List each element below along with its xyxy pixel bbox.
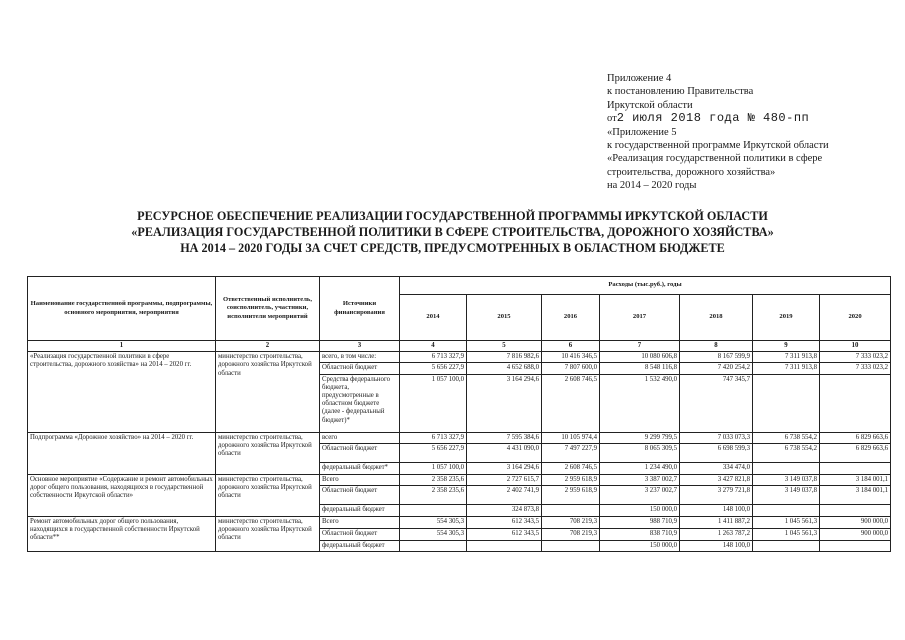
- expense-value: 148 100,0: [680, 541, 753, 552]
- appendix-date-prefix: от: [607, 113, 617, 125]
- header-source: Источники финансирования: [320, 277, 400, 341]
- expense-value: 2 358 235,6: [400, 486, 467, 505]
- expense-value: 7 420 254,2: [680, 363, 753, 374]
- table-row: [28, 517, 891, 529]
- expense-value: 8 548 116,8: [600, 363, 680, 374]
- expense-value: 708 219,3: [542, 529, 600, 541]
- expense-value: 150 000,0: [600, 505, 680, 517]
- funding-source: Всего: [320, 474, 400, 485]
- resolution-date-number: 2 июля 2018 года № 480-пп: [616, 111, 810, 126]
- appendix-line: к постановлению Правительства: [607, 86, 754, 98]
- expense-value: 7 033 073,3: [680, 432, 753, 443]
- appendix-block: [607, 72, 892, 193]
- expense-value: 3 279 721,8: [680, 486, 753, 505]
- expense-value: 148 100,0: [680, 505, 753, 517]
- expense-value: 1 263 787,2: [680, 529, 753, 541]
- expense-value: 554 305,3: [400, 529, 467, 541]
- header-year: 2014: [400, 295, 467, 341]
- expense-value: [753, 505, 820, 517]
- expense-value: 2 608 746,5: [542, 462, 600, 474]
- column-index: 2: [216, 341, 320, 352]
- expense-value: 2 402 741,9: [467, 486, 542, 505]
- column-index: 8: [680, 341, 753, 352]
- expense-value: [467, 541, 542, 552]
- expense-value: [820, 462, 891, 474]
- expense-value: [753, 374, 820, 432]
- expense-value: 1 057 100,0: [400, 374, 467, 432]
- funding-source: всего: [320, 432, 400, 443]
- header-name: Наименование государственной программы, подпрограммы, основного мероприятия, мероприятия: [28, 277, 216, 341]
- expense-value: 7 333 023,2: [820, 363, 891, 374]
- expense-value: 988 710,9: [600, 517, 680, 529]
- expense-value: 9 299 799,5: [600, 432, 680, 443]
- expense-value: 3 164 294,6: [467, 462, 542, 474]
- expense-value: 5 656 227,9: [400, 443, 467, 462]
- expense-value: 324 873,8: [467, 505, 542, 517]
- expense-value: 5 656 227,9: [400, 363, 467, 374]
- title-line: НА 2014 – 2020 ГОДЫ ЗА СЧЕТ СРЕДСТВ, ПРЕДУСМОТРЕННЫХ В ОБЛАСТНОМ БЮДЖЕТЕ: [180, 241, 725, 255]
- column-index: 6: [542, 341, 600, 352]
- expense-value: 3 164 294,6: [467, 374, 542, 432]
- expense-value: 4 431 090,0: [467, 443, 542, 462]
- header-year: 2020: [820, 295, 891, 341]
- expense-value: 3 149 037,8: [753, 486, 820, 505]
- column-index: 1: [28, 341, 216, 352]
- appendix-date-line: [607, 112, 892, 125]
- expense-value: 2 358 235,6: [400, 474, 467, 485]
- expense-value: 7 816 982,6: [467, 352, 542, 363]
- expense-value: 3 237 002,7: [600, 486, 680, 505]
- funding-source: всего, в том числе:: [320, 352, 400, 363]
- responsible-executor: министерство строительства, дорожного хозяйства Иркутской области: [216, 352, 320, 432]
- header-year: 2015: [467, 295, 542, 341]
- appendix-line: «Реализация государственной политики в сфере: [607, 153, 823, 165]
- funding-source: Всего: [320, 517, 400, 529]
- program-name: Основное мероприятие «Содержание и ремонт автомобильных дорог общего пользования, находящихся в государственной собственности Иркутской области»: [28, 474, 216, 516]
- expense-value: 2 727 615,7: [467, 474, 542, 485]
- appendix-line: строительства, дорожного хозяйства»: [607, 166, 776, 178]
- responsible-executor: министерство строительства, дорожного хозяйства Иркутской области: [216, 474, 320, 516]
- header-year: 2016: [542, 295, 600, 341]
- expense-value: 6 738 554,2: [753, 443, 820, 462]
- expense-value: [400, 541, 467, 552]
- expense-value: [753, 462, 820, 474]
- appendix-line: Иркутской области: [607, 99, 693, 111]
- expense-value: [820, 505, 891, 517]
- table-row: [28, 432, 891, 443]
- header-year: 2017: [600, 295, 680, 341]
- document-title: [0, 208, 905, 256]
- expense-value: [400, 505, 467, 517]
- expense-value: 7 333 023,2: [820, 352, 891, 363]
- header-year: 2019: [753, 295, 820, 341]
- expense-value: [542, 505, 600, 517]
- expense-value: [820, 374, 891, 432]
- expense-value: 554 305,3: [400, 517, 467, 529]
- appendix-line: на 2014 – 2020 годы: [607, 180, 697, 192]
- expense-value: 7 807 600,0: [542, 363, 600, 374]
- program-name: Ремонт автомобильных дорог общего пользования, находящихся в государственной собственности Иркутской области**: [28, 517, 216, 552]
- title-line: «РЕАЛИЗАЦИЯ ГОСУДАРСТВЕННОЙ ПОЛИТИКИ В СФЕРЕ СТРОИТЕЛЬСТВА, ДОРОЖНОГО ХОЗЯЙСТВА»: [131, 225, 774, 239]
- funding-source: федеральный бюджет*: [320, 462, 400, 474]
- table-row: [28, 352, 891, 363]
- expense-value: 7 311 913,8: [753, 352, 820, 363]
- expense-value: 334 474,0: [680, 462, 753, 474]
- program-name: «Реализация государственной политики в сфере строительства, дорожного хозяйства» на 2014 – 2020 гг.: [28, 352, 216, 432]
- column-index: 5: [467, 341, 542, 352]
- expense-value: 10 080 606,8: [600, 352, 680, 363]
- expense-value: 10 105 974,4: [542, 432, 600, 443]
- expense-value: [820, 541, 891, 552]
- expense-value: 612 343,5: [467, 529, 542, 541]
- expense-value: 2 608 746,5: [542, 374, 600, 432]
- expense-value: 1 045 561,3: [753, 517, 820, 529]
- expense-value: 6 829 663,6: [820, 443, 891, 462]
- resource-table: [27, 276, 891, 552]
- funding-source: Областной бюджет: [320, 363, 400, 374]
- expense-value: 2 959 618,9: [542, 474, 600, 485]
- expense-value: 6 713 327,9: [400, 432, 467, 443]
- expense-value: 6 738 554,2: [753, 432, 820, 443]
- expense-value: 612 343,5: [467, 517, 542, 529]
- expense-value: 1 057 100,0: [400, 462, 467, 474]
- expense-value: 900 000,0: [820, 517, 891, 529]
- funding-source: федеральный бюджет: [320, 505, 400, 517]
- responsible-executor: министерство строительства, дорожного хозяйства Иркутской области: [216, 517, 320, 552]
- expense-value: 3 184 001,1: [820, 486, 891, 505]
- expense-value: 3 149 037,8: [753, 474, 820, 485]
- expense-value: 2 959 618,9: [542, 486, 600, 505]
- expense-value: 4 652 688,0: [467, 363, 542, 374]
- expense-value: 8 167 599,9: [680, 352, 753, 363]
- expense-value: 1 411 887,2: [680, 517, 753, 529]
- expense-value: 7 595 384,6: [467, 432, 542, 443]
- expense-value: [753, 541, 820, 552]
- header-responsible: Ответственный исполнитель, соисполнитель, участники, исполнители мероприятий: [216, 277, 320, 341]
- expense-value: 708 219,3: [542, 517, 600, 529]
- expense-value: 6 698 599,3: [680, 443, 753, 462]
- expense-value: 1 532 490,0: [600, 374, 680, 432]
- column-index: 3: [320, 341, 400, 352]
- expense-value: 6 829 663,6: [820, 432, 891, 443]
- funding-source: Областной бюджет: [320, 486, 400, 505]
- title-line: РЕСУРСНОЕ ОБЕСПЕЧЕНИЕ РЕАЛИЗАЦИИ ГОСУДАРСТВЕННОЙ ПРОГРАММЫ ИРКУТСКОЙ ОБЛАСТИ: [137, 209, 768, 223]
- funding-source: Областной бюджет: [320, 529, 400, 541]
- program-name: Подпрограмма «Дорожное хозяйство» на 2014 – 2020 гг.: [28, 432, 216, 474]
- expense-value: 1 045 561,3: [753, 529, 820, 541]
- column-index: 10: [820, 341, 891, 352]
- column-index: 7: [600, 341, 680, 352]
- funding-source: Областной бюджет: [320, 443, 400, 462]
- column-index: 4: [400, 341, 467, 352]
- expense-value: 1 234 490,0: [600, 462, 680, 474]
- header-year: 2018: [680, 295, 753, 341]
- table-row: [28, 474, 891, 485]
- expense-value: 7 311 913,8: [753, 363, 820, 374]
- expense-value: 6 713 327,9: [400, 352, 467, 363]
- column-index: 9: [753, 341, 820, 352]
- expense-value: 3 427 821,8: [680, 474, 753, 485]
- header-expenses: Расходы (тыс.руб.), годы: [400, 277, 891, 295]
- responsible-executor: министерство строительства, дорожного хозяйства Иркутской области: [216, 432, 320, 474]
- expense-value: 838 710,9: [600, 529, 680, 541]
- expense-value: 7 497 227,9: [542, 443, 600, 462]
- expense-value: 10 416 346,5: [542, 352, 600, 363]
- expense-value: [542, 541, 600, 552]
- appendix-line: к государственной программе Иркутской области: [607, 140, 829, 152]
- appendix-line: «Приложение 5: [607, 126, 677, 138]
- funding-source: федеральный бюджет: [320, 541, 400, 552]
- appendix-line: Приложение 4: [607, 73, 672, 84]
- expense-value: 150 000,0: [600, 541, 680, 552]
- expense-value: 900 000,0: [820, 529, 891, 541]
- expense-value: 747 345,7: [680, 374, 753, 432]
- expense-value: 3 184 001,1: [820, 474, 891, 485]
- expense-value: 3 387 002,7: [600, 474, 680, 485]
- funding-source: Средства федерального бюджета, предусмотренные в областном бюджете (далее - федеральный бюджет)*: [320, 374, 400, 432]
- expense-value: 8 065 309,5: [600, 443, 680, 462]
